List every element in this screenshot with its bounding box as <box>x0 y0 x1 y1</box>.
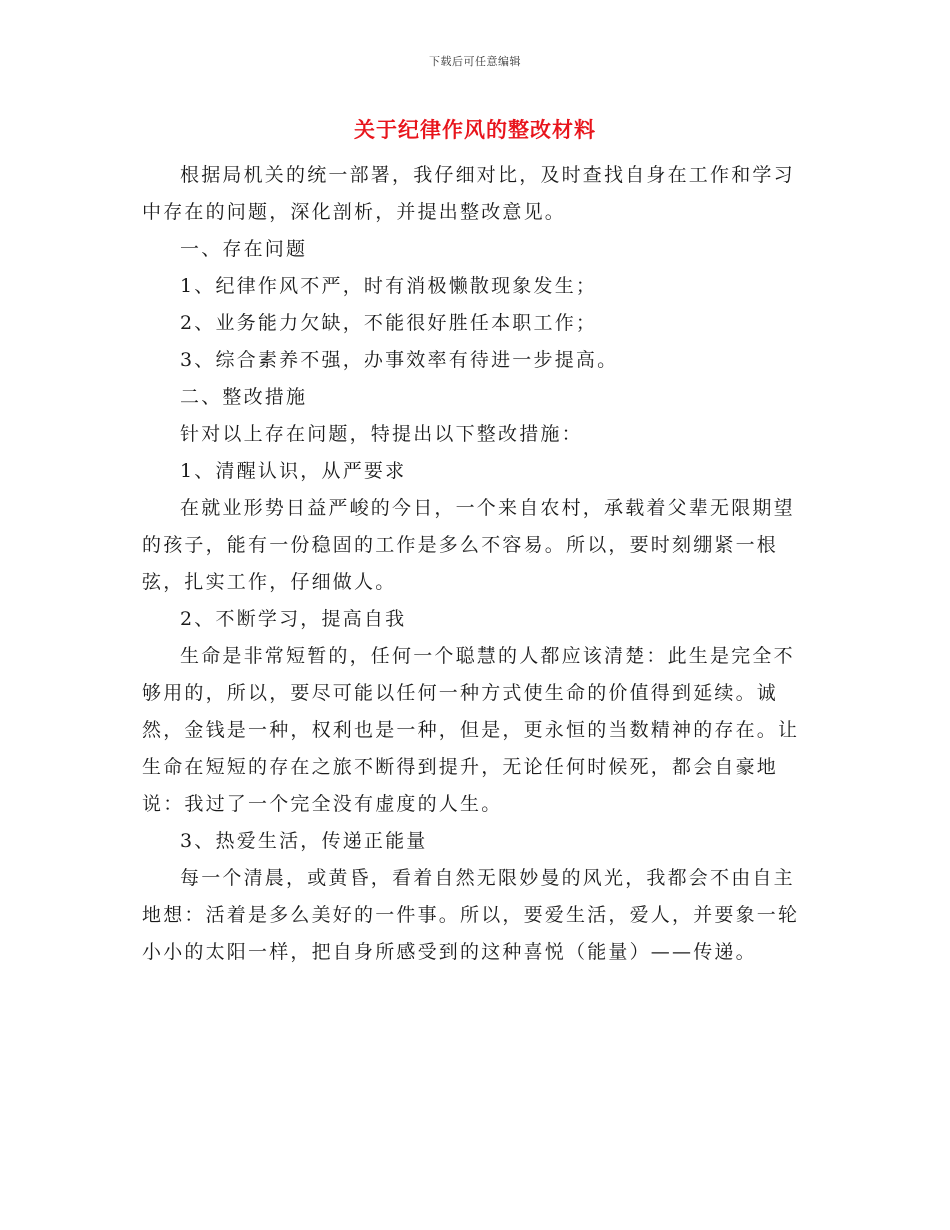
section-heading-measures: 二、整改措施 <box>180 386 308 408</box>
measure-paragraph: 每一个清晨，或黄昏，看着自然无限妙曼的风光，我都会不由自主地想：活着是多么美好的一件事。所以，要爱生活，爱人，并要象一轮小小的太阳一样，把自身所感受到的这种喜悦（能量）——传递。 <box>142 867 800 963</box>
document-title: 关于纪律作风的整改材料 <box>354 117 596 142</box>
measure-heading: 1、清醒认识，从严要求 <box>180 460 407 482</box>
measure-paragraph: 生命是非常短暂的，任何一个聪慧的人都应该清楚：此生是完全不够用的，所以，要尽可能以任何一种方式使生命的价值得到延续。诚然，金钱是一种，权利也是一种，但是，更永恒的当数精神的存在。让生命在短短的存在之旅不断得到提升，无论任何时候死，都会自豪地说：我过了一个完全没有虚度的人生。 <box>142 645 800 815</box>
problem-item: 2、业务能力欠缺，不能很好胜任本职工作； <box>180 312 598 334</box>
header-note: 下载后可任意编辑 <box>429 55 521 68</box>
problem-item: 1、纪律作风不严，时有消极懒散现象发生； <box>180 275 598 297</box>
document-body <box>142 157 808 971</box>
paragraph-intro: 根据局机关的统一部署，我仔细对比，及时查找自身在工作和学习中存在的问题，深化剖析，并提出整改意见。 <box>142 164 795 223</box>
measure-heading: 2、不断学习，提高自我 <box>180 608 407 630</box>
measure-paragraph: 在就业形势日益严峻的今日，一个来自农村，承载着父辈无限期望的孩子，能有一份稳固的工作是多么不容易。所以，要时刻绷紧一根弦，扎实工作，仔细做人。 <box>142 497 795 593</box>
paragraph-measures-intro: 针对以上存在问题，特提出以下整改措施： <box>180 423 583 445</box>
problem-item: 3、综合素养不强，办事效率有待进一步提高。 <box>180 349 619 371</box>
measure-heading: 3、热爱生活，传递正能量 <box>180 830 428 852</box>
section-heading-problems: 一、存在问题 <box>180 238 308 260</box>
